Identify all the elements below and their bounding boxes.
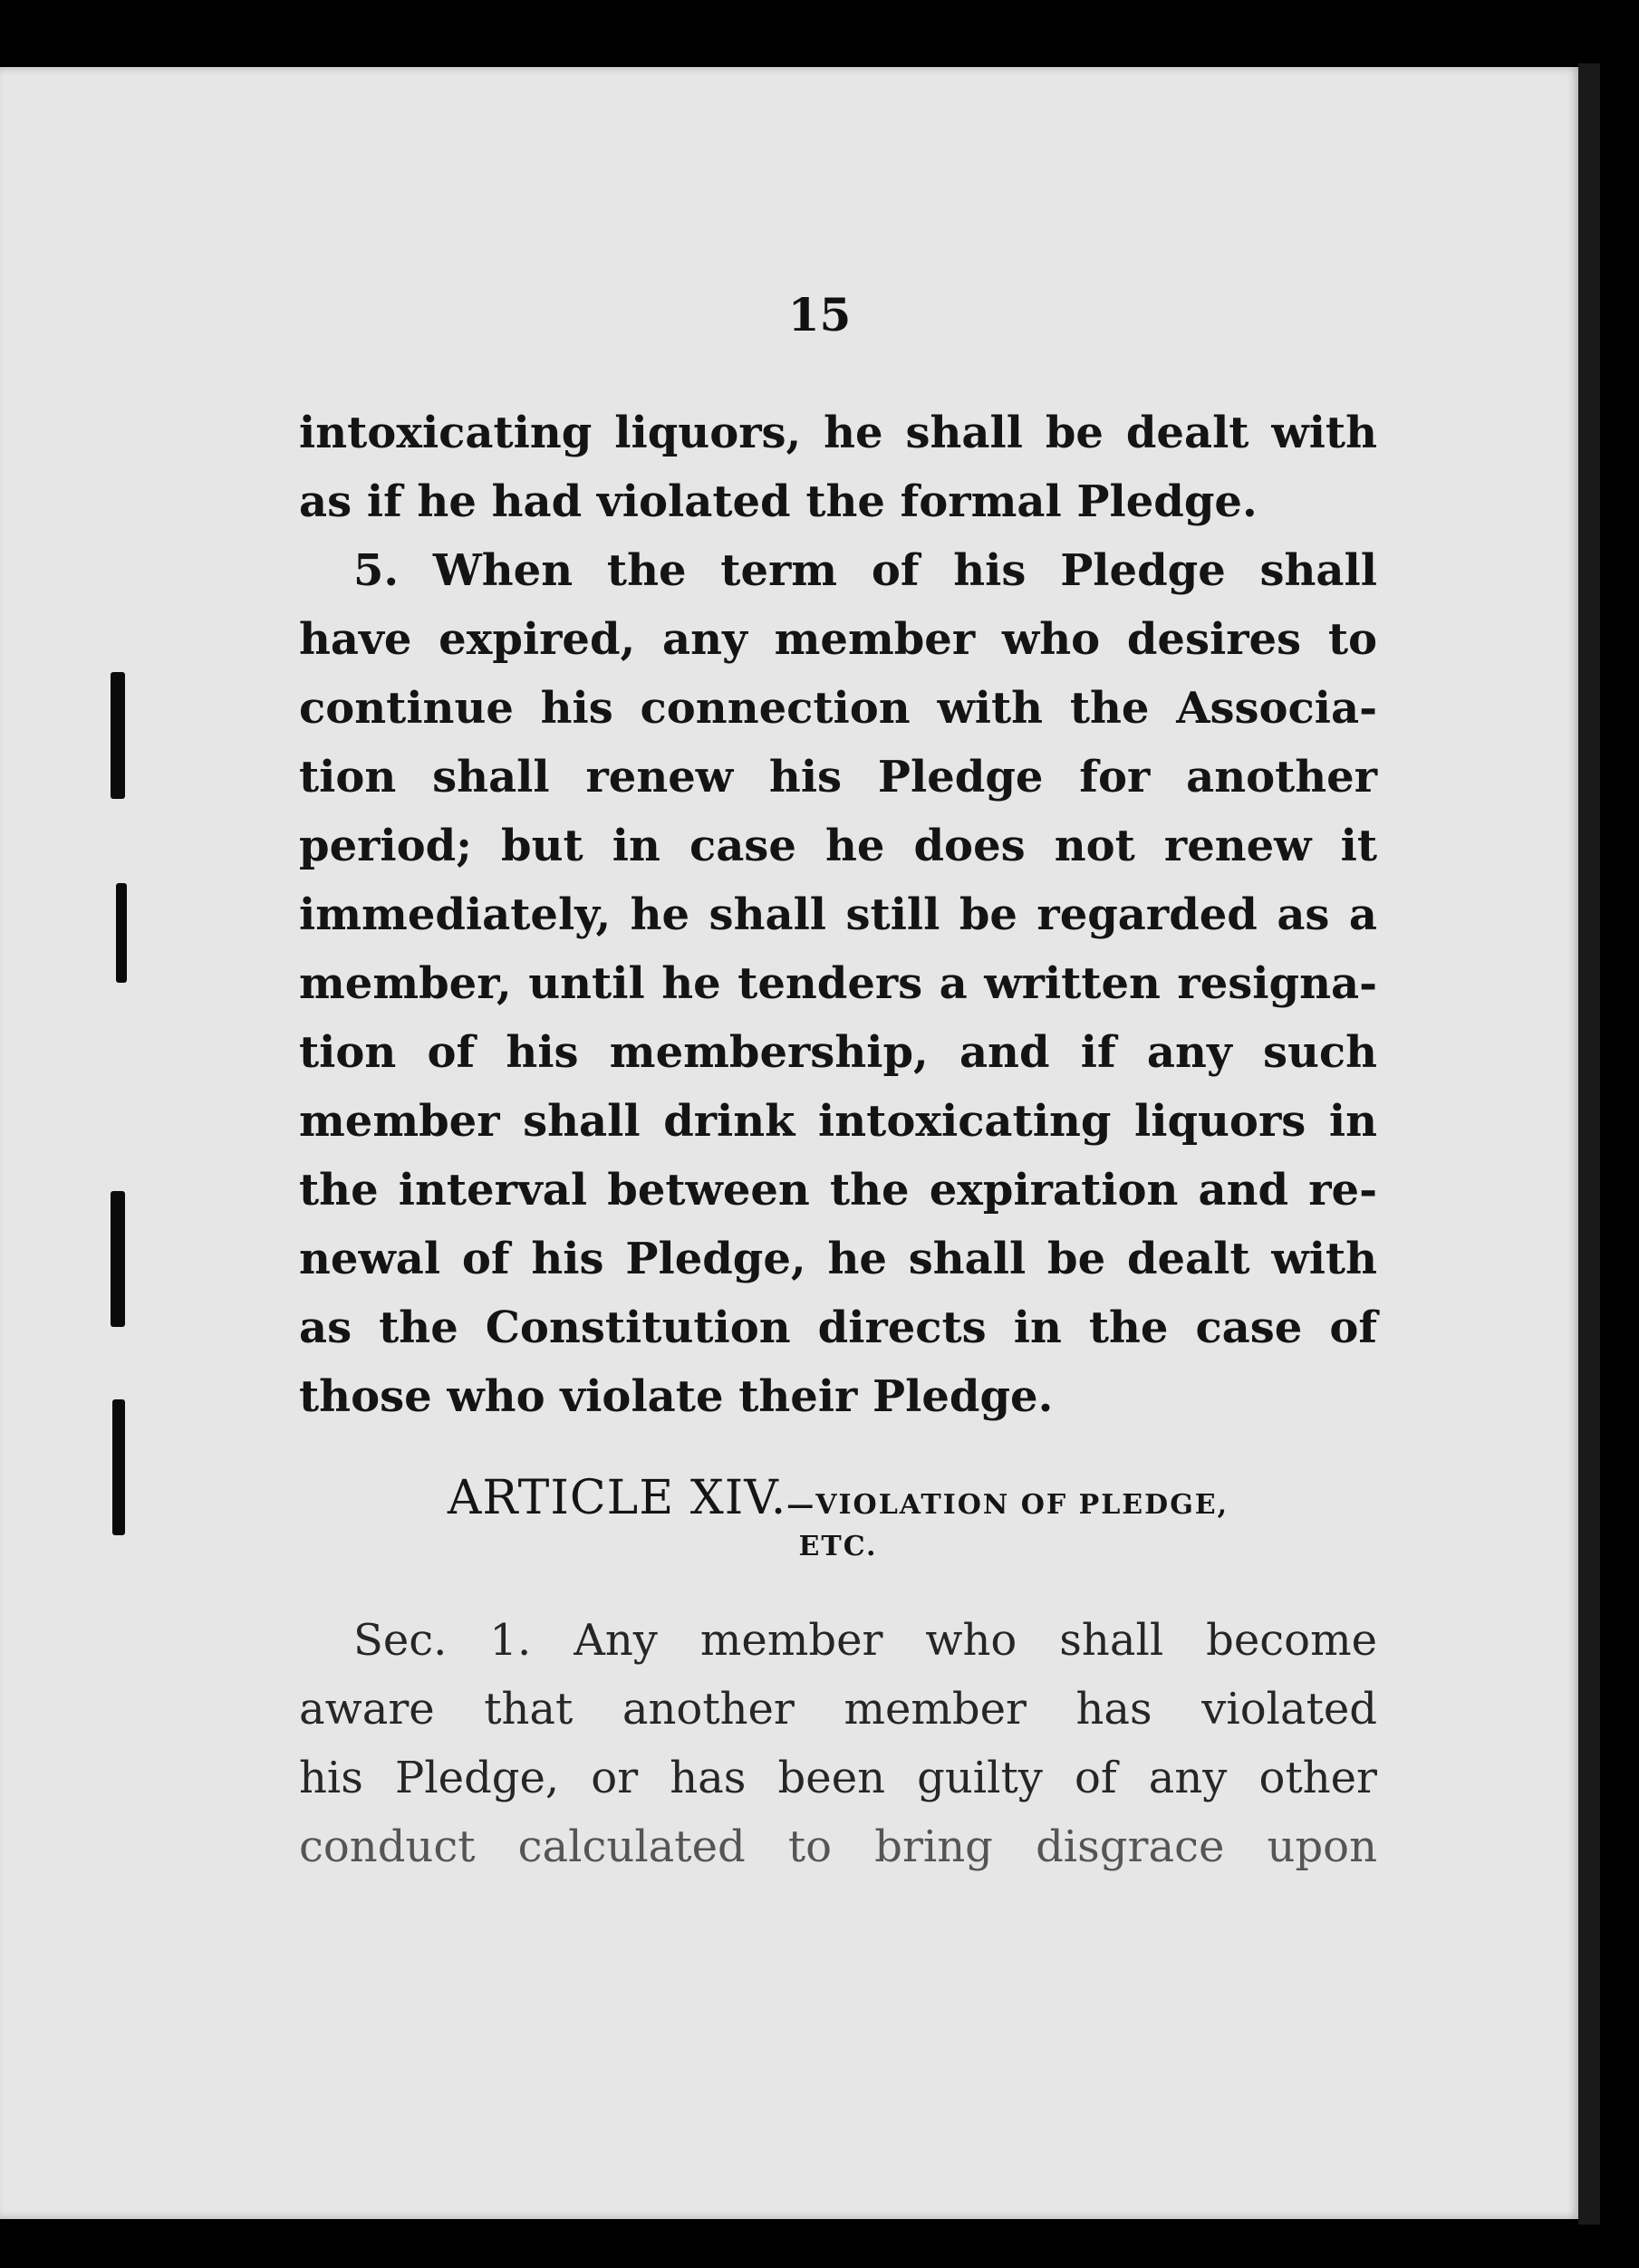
binding-mark	[111, 1191, 125, 1327]
text-line: intoxicating liquors, he shall be dealt with	[299, 408, 1377, 458]
text-line: member, until he tenders a written resigna-	[299, 958, 1377, 1009]
text-line: tion of his membership, and if any such	[299, 1027, 1377, 1078]
text-line: his Pledge, or has been guilty of any other	[299, 1753, 1377, 1803]
article-subtitle: —VIOLATION OF PLEDGE,	[786, 1489, 1229, 1521]
article-heading	[299, 1471, 1377, 1562]
paragraph-continued	[299, 399, 1377, 536]
binding-mark	[116, 883, 127, 983]
text-line: immediately, he shall still be regarded as a	[299, 889, 1377, 940]
page-binding-edge	[1578, 63, 1600, 2225]
text-line: those who violate their Pledge.	[299, 1371, 1054, 1422]
page-number: 15	[787, 288, 852, 341]
article-title: ARTICLE XIV.	[447, 1471, 787, 1525]
text-line: period; but in case he does not renew it	[299, 821, 1377, 871]
text-line: as if he had violated the formal Pledge.	[299, 476, 1258, 527]
text-line: newal of his Pledge, he shall be dealt with	[299, 1234, 1377, 1284]
binding-mark	[111, 672, 125, 799]
text-line: Sec. 1. Any member who shall become	[353, 1615, 1377, 1666]
article-subtitle-continued: ETC.	[798, 1531, 878, 1562]
text-line: continue his connection with the Associa-	[299, 683, 1377, 734]
text-line: tion shall renew his Pledge for another	[299, 752, 1377, 802]
paragraph-5	[299, 536, 1377, 1431]
section-1	[299, 1606, 1377, 1881]
text-line: have expired, any member who desires to	[299, 614, 1377, 665]
text-line: member shall drink intoxicating liquors in	[299, 1096, 1377, 1147]
text-line: as the Constitution directs in the case of	[299, 1302, 1377, 1353]
text-line: conduct calculated to bring disgrace upon	[299, 1821, 1377, 1872]
text-line: aware that another member has violated	[299, 1684, 1377, 1735]
binding-mark	[112, 1399, 125, 1535]
body-text	[299, 399, 1377, 1881]
text-line: 5. When the term of his Pledge shall	[353, 545, 1377, 596]
text-line: the interval between the expiration and re-	[299, 1165, 1377, 1216]
